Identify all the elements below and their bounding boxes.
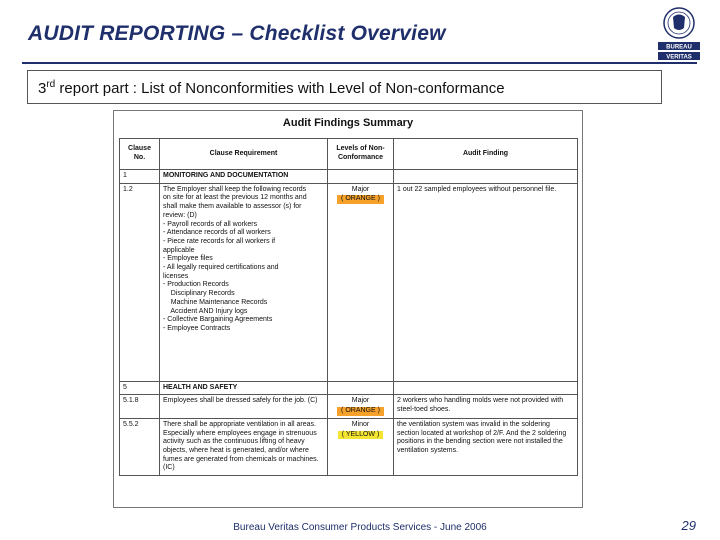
nonconformance-level: Minor ( YELLOW ): [328, 418, 394, 475]
nonconformance-level: Major ( ORANGE ): [328, 183, 394, 381]
audit-findings-document: [113, 110, 583, 508]
table-row: [120, 381, 578, 395]
bureau-veritas-logo: [656, 6, 702, 62]
audit-findings-table: [119, 138, 578, 476]
clause-no: 1: [120, 170, 160, 184]
slide-title: AUDIT REPORTING – Checklist Overview: [28, 22, 446, 45]
svg-text:VERITAS: VERITAS: [666, 54, 692, 61]
col-header-clause-requirement: Clause Requirement: [160, 139, 328, 170]
yellow-level-badge: ( YELLOW ): [338, 431, 384, 440]
clause-no: 1.2: [120, 183, 160, 381]
section-heading: MONITORING AND DOCUMENTATION: [160, 170, 328, 184]
document-title: Audit Findings Summary: [282, 117, 414, 129]
clause-requirement: The Employer shall keep the following records on site for at least the previous 12 months and shall make them available to assessor (s) for review: (D) - Payroll records of all workers - Attendance records of all workers - Piece rate records for all workers if applicable - Employee files - All legally required certifications and licenses - Production Records Disciplinary Records Machine Maintenance Records Accident AND Injury logs - Collective Bargaining Agreements - Employee Contracts: [160, 183, 328, 381]
orange-level-badge: ( ORANGE ): [337, 407, 384, 416]
clause-no: 5.5.2: [120, 418, 160, 475]
page-number: 29: [681, 518, 696, 533]
audit-finding: 1 out 22 sampled employees without personnel file.: [394, 183, 578, 381]
section-heading: HEALTH AND SAFETY: [160, 381, 328, 395]
col-header-audit-finding: Audit Finding: [394, 139, 578, 170]
clause-no: 5.1.8: [120, 395, 160, 418]
footer-text: Bureau Veritas Consumer Products Services - June 2006: [233, 522, 487, 533]
svg-text:BUREAU: BUREAU: [666, 44, 692, 51]
audit-finding: the ventilation system was invalid in the soldering section located at workshop of 2/F. And the 2 soldering positions in the bending section were not installed the ventilation systems.: [394, 418, 578, 475]
clause-requirement: Employees shall be dressed safely for the job. (C): [160, 395, 328, 418]
audit-finding: 2 workers who handling molds were not provided with steel-toed shoes.: [394, 395, 578, 418]
clause-no: 5: [120, 381, 160, 395]
table-row: [120, 395, 578, 418]
title-rule: [22, 62, 697, 64]
table-header-row: [120, 139, 578, 170]
nonconformance-level: Major ( ORANGE ): [328, 395, 394, 418]
table-row: [120, 183, 578, 381]
subtitle: 3rd report part : List of Nonconformities with Level of Non-conformance: [38, 79, 505, 97]
table-row: [120, 418, 578, 475]
table-row: [120, 170, 578, 184]
clause-requirement: There shall be appropriate ventilation in all areas. Especially where employees engage in strenuous activity such as the continuous lifting of heavy objects, where heat is generated, and/or where fumes are generated from chemicals or machines. (IC): [160, 418, 328, 475]
col-header-clause-no: Clause No.: [120, 139, 160, 170]
col-header-level: Levels of Non-Conformance: [328, 139, 394, 170]
orange-level-badge: ( ORANGE ): [337, 195, 384, 204]
subtitle-box: [27, 70, 662, 104]
